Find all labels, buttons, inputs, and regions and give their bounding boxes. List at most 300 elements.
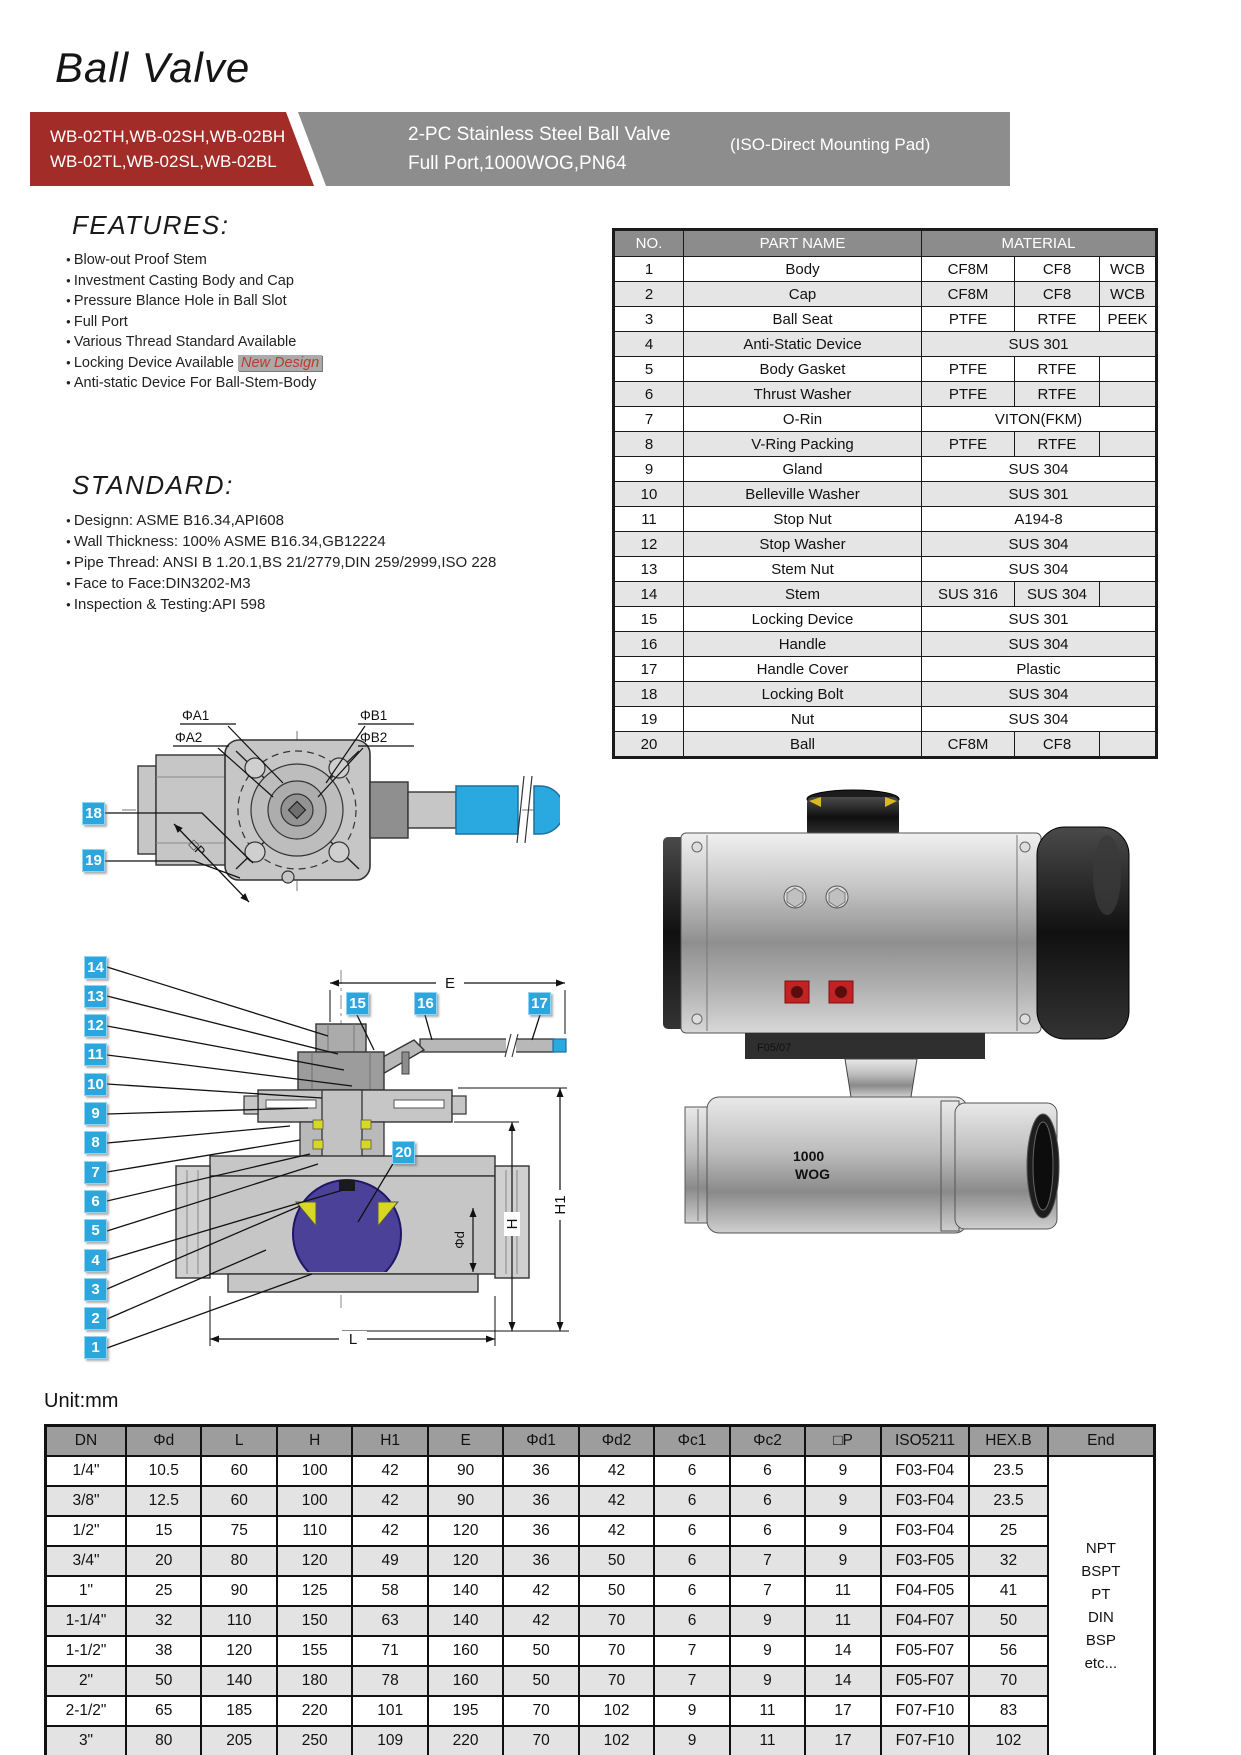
table-cell: Body [684,257,922,282]
table-cell: CF8M [922,732,1015,758]
stem-top-hex [316,1024,366,1056]
table-cell: CF8M [922,257,1015,282]
table-cell: F03-F04 [881,1456,970,1486]
table-cell: 58 [352,1576,427,1606]
dims-row [46,1546,1155,1576]
table-cell: 15 [614,607,684,632]
table-cell: 80 [201,1546,276,1576]
table-cell: 56 [969,1636,1047,1666]
dims-header-cell: HEX.B [969,1426,1047,1457]
table-cell: 9 [805,1516,880,1546]
table-cell: 7 [654,1666,729,1696]
table-cell: 42 [352,1486,427,1516]
parts-table-body [614,257,1157,758]
table-cell: 1" [46,1576,127,1606]
table-cell: Locking Device [684,607,922,632]
table-cell: SUS 301 [922,332,1157,357]
callout-4: 4 [84,1249,107,1272]
table-cell: VITON(FKM) [922,407,1157,432]
dims-row [46,1666,1155,1696]
table-cell: SUS 301 [922,607,1157,632]
table-cell: CF8M [922,282,1015,307]
table-cell: 150 [277,1606,352,1636]
table-cell: Ball Seat [684,307,922,332]
table-cell: 70 [579,1666,654,1696]
bullet-icon: ● [66,316,71,326]
dims-header-cell: DN [46,1426,127,1457]
product-photo [645,785,1160,1260]
dims-row [46,1606,1155,1636]
table-cell: 14 [805,1666,880,1696]
parts-row [614,607,1157,632]
table-cell: 78 [352,1666,427,1696]
callout-7: 7 [84,1161,107,1184]
list-item: ● Inspection & Testing:API 598 [66,596,266,613]
table-cell: 1 [614,257,684,282]
table-cell: A194-8 [922,507,1157,532]
table-cell: 3" [46,1726,127,1755]
table-cell: F07-F10 [881,1726,970,1755]
table-cell: 13 [614,557,684,582]
callout-5: 5 [84,1219,107,1242]
callout-13: 13 [84,985,107,1008]
bullet-icon: ● [66,516,71,525]
valve-end-left [138,766,156,854]
table-cell: 195 [428,1696,503,1726]
cross-section-drawing [60,940,580,1360]
table-cell: 83 [969,1696,1047,1726]
callout-11: 11 [84,1043,107,1066]
bullet-icon: ● [66,255,71,264]
table-cell: 155 [277,1636,352,1666]
dims-header-cell: E [428,1426,503,1457]
table-cell: 1/2" [46,1516,127,1546]
table-cell: SUS 304 [922,632,1157,657]
table-cell: 11 [730,1696,805,1726]
port-left [176,1166,210,1278]
table-cell: 6 [614,382,684,407]
dim-label-d: Φd [452,1231,467,1249]
table-cell: 70 [579,1636,654,1666]
list-item: ● Wall Thickness: 100% ASME B16.34,GB12224 [66,533,386,550]
ball [293,1180,401,1288]
table-cell: 9 [805,1546,880,1576]
table-cell: 15 [126,1516,201,1546]
table-cell: 6 [654,1546,729,1576]
table-cell: 3 [614,307,684,332]
dim-label-l: L [348,1331,358,1348]
parts-row [614,432,1157,457]
callout-2: 2 [84,1307,107,1330]
features-heading: FEATURES: [72,210,230,240]
table-cell: 23.5 [969,1486,1047,1516]
table-cell: F04-F07 [881,1606,970,1636]
table-cell: 50 [969,1606,1047,1636]
table-cell: 120 [277,1546,352,1576]
table-cell: 3/8" [46,1486,127,1516]
table-cell: 9 [654,1696,729,1726]
table-cell: 10.5 [126,1456,201,1486]
parts-row [614,282,1157,307]
table-cell: 16 [614,632,684,657]
table-cell: 23.5 [969,1456,1047,1486]
handle-bar-tip [553,1039,566,1052]
table-cell: 120 [428,1546,503,1576]
table-cell: 42 [579,1456,654,1486]
table-cell: Stop Nut [684,507,922,532]
table-cell: 220 [277,1696,352,1726]
bullet-icon: ● [66,579,71,588]
dims-header-cell: □P [805,1426,880,1457]
callout-19: 19 [82,849,105,872]
header-banner [30,112,1010,186]
dims-row [46,1576,1155,1606]
screw [1020,1014,1030,1024]
table-cell: Anti-Static Device [684,332,922,357]
product-description [408,120,671,178]
table-cell: 20 [614,732,684,758]
table-cell: 110 [277,1516,352,1546]
table-cell: 42 [503,1606,578,1636]
table-cell: 140 [428,1576,503,1606]
table-cell: 49 [352,1546,427,1576]
dims-header-cell: L [201,1426,276,1457]
table-cell: 6 [654,1456,729,1486]
mounting-pad-note: (ISO-Direct Mounting Pad) [730,135,931,154]
table-cell [1100,357,1157,382]
list-item: ● Face to Face:DIN3202-M3 [66,575,251,592]
table-cell: RTFE [1015,382,1100,407]
parts-row [614,582,1157,607]
table-cell: SUS 301 [922,482,1157,507]
parts-row [614,557,1157,582]
table-cell: 38 [126,1636,201,1666]
parts-row [614,507,1157,532]
table-cell: 20 [126,1546,201,1576]
parts-row [614,482,1157,507]
table-cell: F03-F04 [881,1516,970,1546]
desc-line-1: 2-PC Stainless Steel Ball Valve [408,124,671,145]
callout-1: 1 [84,1336,107,1359]
table-cell: 25 [126,1576,201,1606]
table-cell: 6 [730,1516,805,1546]
table-cell: 160 [428,1636,503,1666]
handle-bar [420,1039,554,1052]
parts-row [614,357,1157,382]
table-cell: 11 [805,1606,880,1636]
packing-seal [361,1140,371,1149]
table-cell: 120 [428,1516,503,1546]
table-cell: 100 [277,1456,352,1486]
table-cell: 140 [428,1606,503,1636]
parts-table [612,228,1158,759]
ball-stem-slot [339,1180,355,1191]
table-cell [1100,582,1157,607]
packing-seal [313,1120,323,1129]
body-top-plate [210,1156,495,1176]
callout-17: 17 [528,992,551,1015]
dims-header-row [46,1426,1155,1457]
table-cell: 18 [614,682,684,707]
dims-row [46,1636,1155,1666]
flange-size-label: F05/07 [757,1042,792,1054]
dims-header-cell: H [277,1426,352,1457]
table-cell: 12.5 [126,1486,201,1516]
table-cell: 32 [126,1606,201,1636]
standard-list [66,510,496,615]
table-cell: RTFE [1015,307,1100,332]
table-cell: 1-1/4" [46,1606,127,1636]
list-item: ● Anti-static Device For Ball-Stem-Body [66,375,317,391]
parts-header-name: PART NAME [684,230,922,257]
dims-row [46,1696,1155,1726]
table-cell: 6 [730,1486,805,1516]
model-numbers [50,124,285,174]
page-title: Ball Valve [55,44,251,91]
table-cell: 6 [654,1606,729,1636]
dims-header-cell: H1 [352,1426,427,1457]
table-cell: 9 [730,1606,805,1636]
table-cell: SUS 304 [922,457,1157,482]
table-cell: 70 [503,1726,578,1755]
screw [1020,842,1030,852]
handle-grip [456,786,518,834]
table-cell: RTFE [1015,357,1100,382]
table-cell: 102 [579,1696,654,1726]
table-cell: 12 [614,532,684,557]
callout-6: 6 [84,1190,107,1213]
table-cell: 25 [969,1516,1047,1546]
dims-table-body [46,1456,1155,1755]
table-cell: Nut [684,707,922,732]
dims-header-cell: Φc2 [730,1426,805,1457]
dim-label-e: E [444,975,456,992]
parts-row [614,257,1157,282]
body-bottom [228,1274,478,1292]
table-cell: WCB [1100,257,1157,282]
table-cell: 120 [201,1636,276,1666]
table-cell: 6 [654,1486,729,1516]
table-cell: 7 [730,1576,805,1606]
table-cell: 17 [805,1726,880,1755]
table-cell: 36 [503,1486,578,1516]
parts-row [614,732,1157,758]
table-cell: 50 [503,1636,578,1666]
table-cell: 3/4" [46,1546,127,1576]
table-cell: 14 [805,1636,880,1666]
table-cell: 70 [579,1606,654,1636]
parts-row [614,682,1157,707]
callout-15: 15 [346,992,369,1015]
packing-seal [361,1120,371,1129]
callout-20: 20 [392,1141,415,1164]
bolt-hole [329,842,349,862]
callout-9: 9 [84,1102,107,1125]
standard-heading: STANDARD: [72,470,234,500]
table-cell: 125 [277,1576,352,1606]
callout-16: 16 [414,992,437,1015]
table-cell: 100 [277,1486,352,1516]
table-cell: 50 [503,1666,578,1696]
table-cell: 250 [277,1726,352,1755]
dim-label-a1: ΦA1 [182,708,210,723]
table-cell: 180 [277,1666,352,1696]
valve-body-photo [707,1097,967,1233]
stem-column [322,1090,362,1162]
table-cell: 42 [352,1456,427,1486]
table-cell: 8 [614,432,684,457]
callout-3: 3 [84,1278,107,1301]
table-cell: Plastic [922,657,1157,682]
dims-row [46,1726,1155,1755]
list-item: ● Pipe Thread: ANSI B 1.20.1,BS 21/2779,DIN 259/2999,ISO 228 [66,554,497,571]
table-cell: 36 [503,1546,578,1576]
bullet-icon: ● [66,600,71,609]
coupling-nut [370,782,408,838]
table-cell: 17 [805,1696,880,1726]
table-cell: 65 [126,1696,201,1726]
bullet-icon: ● [66,296,71,305]
table-cell: F03-F04 [881,1486,970,1516]
table-cell: 9 [805,1456,880,1486]
table-cell: CF8 [1015,732,1100,758]
table-cell: WCB [1100,282,1157,307]
table-cell: 42 [579,1516,654,1546]
table-cell: 36 [503,1516,578,1546]
pressure-stamp-line2: WOG [795,1166,830,1182]
table-cell: 160 [428,1666,503,1696]
table-cell: Stem Nut [684,557,922,582]
dims-header-cell: Φd1 [503,1426,578,1457]
dimensions-table [44,1424,1156,1755]
table-cell: F07-F10 [881,1696,970,1726]
table-cell: 110 [201,1606,276,1636]
handle-shaft [408,792,456,828]
table-cell: 2 [614,282,684,307]
table-cell: 6 [654,1576,729,1606]
table-cell: 70 [503,1696,578,1726]
table-cell: F03-F05 [881,1546,970,1576]
dims-header-cell: ISO5211 [881,1426,970,1457]
bullet-icon: ● [66,275,71,285]
dim-label-h1: H1 [552,1195,569,1215]
parts-row [614,632,1157,657]
table-cell: PTFE [922,432,1015,457]
table-cell: Body Gasket [684,357,922,382]
standard-section [66,470,496,615]
table-cell: Ball [684,732,922,758]
table-cell: 2-1/2" [46,1696,127,1726]
callout-10: 10 [84,1073,107,1096]
list-item: ● Designn: ASME B16.34,API608 [66,512,284,529]
list-item: ● Full Port [66,313,128,330]
table-cell: Thrust Washer [684,382,922,407]
table-cell: 205 [201,1726,276,1755]
table-cell: 42 [503,1576,578,1606]
table-cell: CF8 [1015,282,1100,307]
screw [692,1014,702,1024]
table-cell [1100,432,1157,457]
table-cell: 14 [614,582,684,607]
dims-row [46,1456,1155,1486]
lock-hole [282,871,294,883]
table-cell: 41 [969,1576,1047,1606]
table-cell: 71 [352,1636,427,1666]
table-cell: 101 [352,1696,427,1726]
table-cell: 9 [805,1486,880,1516]
dims-row [46,1516,1155,1546]
list-item: ● Various Thread Standard Available [66,334,297,350]
table-cell: 1-1/2" [46,1636,127,1666]
table-cell: SUS 304 [922,682,1157,707]
table-cell: O-Rin [684,407,922,432]
table-cell: 60 [201,1486,276,1516]
callout-14: 14 [84,956,107,979]
top-view-drawing [60,625,560,915]
table-cell: 11 [614,507,684,532]
unit-label: Unit:mm [44,1390,119,1412]
features-list [66,250,322,394]
table-cell: 80 [126,1726,201,1755]
table-cell: Handle Cover [684,657,922,682]
dims-header-cell: End [1048,1426,1155,1457]
callout-8: 8 [84,1131,107,1154]
table-cell [1100,732,1157,758]
dims-row [46,1486,1155,1516]
callout-12: 12 [84,1014,107,1037]
table-cell: 7 [654,1636,729,1666]
table-cell: F04-F05 [881,1576,970,1606]
table-cell: Cap [684,282,922,307]
table-cell: 10 [614,482,684,507]
table-cell: 32 [969,1546,1047,1576]
table-cell: 50 [579,1546,654,1576]
end-thread-cell: NPT BSPT PT DIN BSP etc... [1048,1456,1155,1755]
table-cell: 63 [352,1606,427,1636]
table-cell: 60 [201,1456,276,1486]
table-cell: 50 [579,1576,654,1606]
handle-grip-end [534,786,560,834]
table-cell: PTFE [922,357,1015,382]
table-cell: Stem [684,582,922,607]
table-cell: 9 [654,1726,729,1755]
table-cell: 36 [503,1456,578,1486]
actuator-body [681,833,1041,1033]
table-cell: 90 [428,1456,503,1486]
dims-header-cell: Φd2 [579,1426,654,1457]
list-item: ● Locking Device Available New Design [66,353,322,374]
model-line-1: WB-02TH,WB-02SH,WB-02BH [50,127,286,146]
table-cell: 75 [201,1516,276,1546]
table-cell: 17 [614,657,684,682]
table-cell: 42 [579,1486,654,1516]
bullet-icon: ● [66,337,71,346]
table-cell: 7 [614,407,684,432]
lock-pin [402,1052,409,1074]
table-cell: SUS 304 [922,532,1157,557]
table-cell: PEEK [1100,307,1157,332]
dim-label-h: H [504,1218,521,1230]
parts-row [614,407,1157,432]
screw [692,842,702,852]
new-design-badge: New Design [238,355,322,371]
table-cell: PTFE [922,382,1015,407]
table-cell: 5 [614,357,684,382]
dim-label-b1: ΦB1 [360,708,388,723]
table-cell: 90 [201,1576,276,1606]
table-cell: 9 [730,1636,805,1666]
table-cell [1100,382,1157,407]
